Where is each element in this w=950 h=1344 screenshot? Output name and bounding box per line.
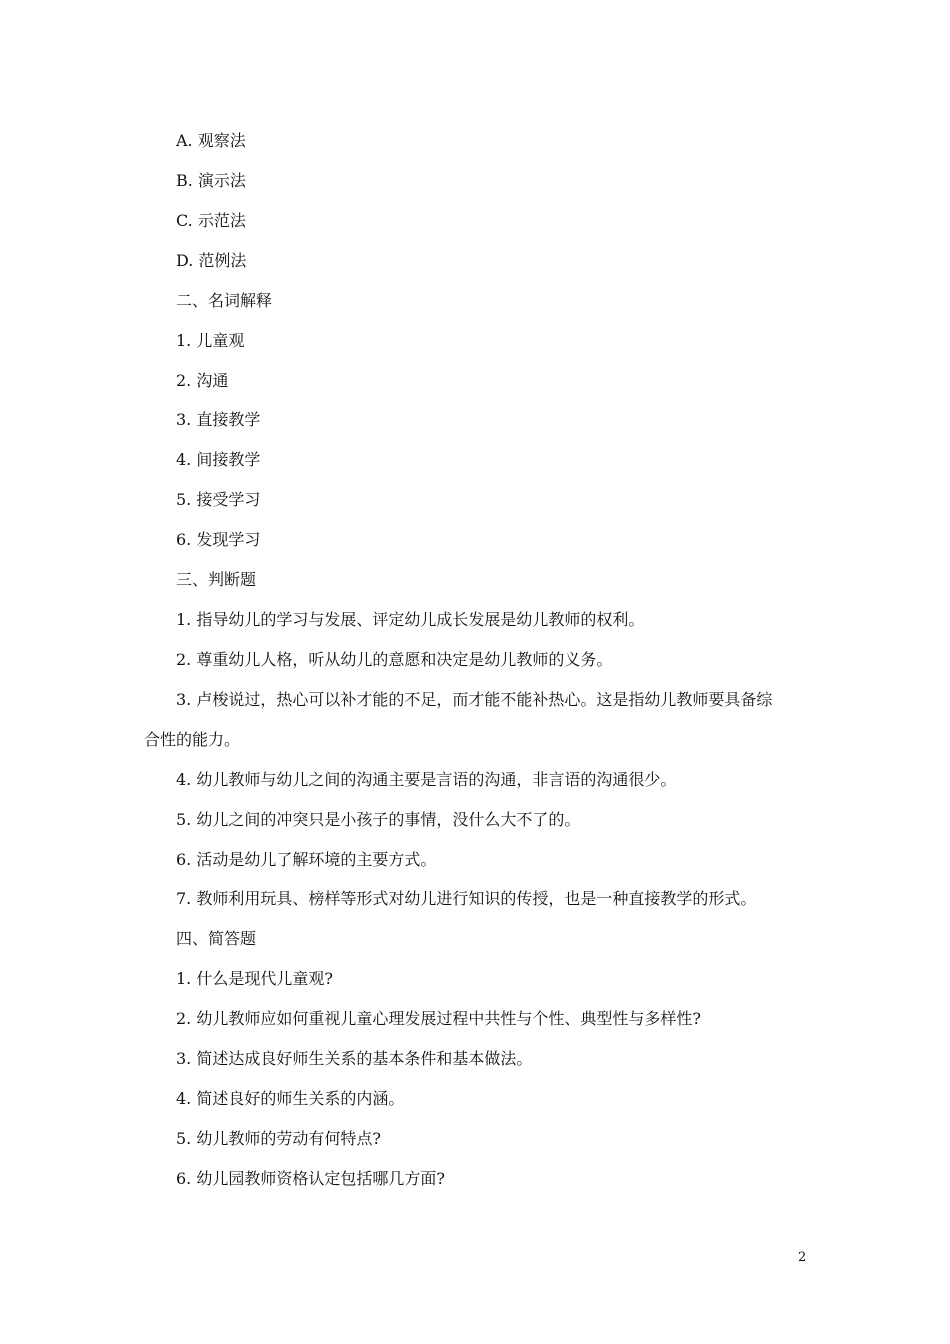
term-item: 5. 接受学习 [176,490,261,509]
judgment-item: 7. 教师利用玩具、榜样等形式对幼儿进行知识的传授，也是一种直接教学的形式。 [176,889,757,908]
short-answer-item: 4. 简述良好的师生关系的内涵。 [176,1089,405,1108]
judgment-item: 3. 卢梭说过，热心可以补才能的不足，而才能不能补热心。这是指幼儿教师要具备综 [176,690,773,709]
judgment-item: 5. 幼儿之间的冲突只是小孩子的事情，没什么大不了的。 [176,810,581,829]
option-c: C. 示范法 [176,211,246,230]
option-b: B. 演示法 [176,171,246,190]
short-answer-item: 3. 简述达成良好师生关系的基本条件和基本做法。 [176,1049,533,1068]
short-answer-item: 1. 什么是现代儿童观? [176,969,333,988]
judgment-item: 4. 幼儿教师与幼儿之间的沟通主要是言语的沟通，非言语的沟通很少。 [176,770,677,789]
short-answer-item: 2. 幼儿教师应如何重视儿童心理发展过程中共性与个性、典型性与多样性? [176,1009,701,1028]
section-heading-short-answer: 四、简答题 [176,929,257,948]
term-item: 4. 间接教学 [176,450,261,469]
section-heading-terms: 二、名词解释 [176,291,273,310]
judgment-item: 6. 活动是幼儿了解环境的主要方式。 [176,850,437,869]
judgment-item-continuation: 合性的能力。 [144,730,241,749]
option-d: D. 范例法 [176,251,247,270]
term-item: 6. 发现学习 [176,530,261,549]
term-item: 1. 儿童观 [176,331,245,350]
section-heading-true-false: 三、判断题 [176,570,257,589]
term-item: 3. 直接教学 [176,410,261,429]
page-number: 2 [798,1250,807,1265]
short-answer-item: 6. 幼儿园教师资格认定包括哪几方面? [176,1169,445,1188]
term-item: 2. 沟通 [176,371,229,390]
short-answer-item: 5. 幼儿教师的劳动有何特点? [176,1129,381,1148]
option-a: A. 观察法 [176,131,246,150]
judgment-item: 1. 指导幼儿的学习与发展、评定幼儿成长发展是幼儿教师的权利。 [176,610,645,629]
judgment-item: 2. 尊重幼儿人格，听从幼儿的意愿和决定是幼儿教师的义务。 [176,650,613,669]
